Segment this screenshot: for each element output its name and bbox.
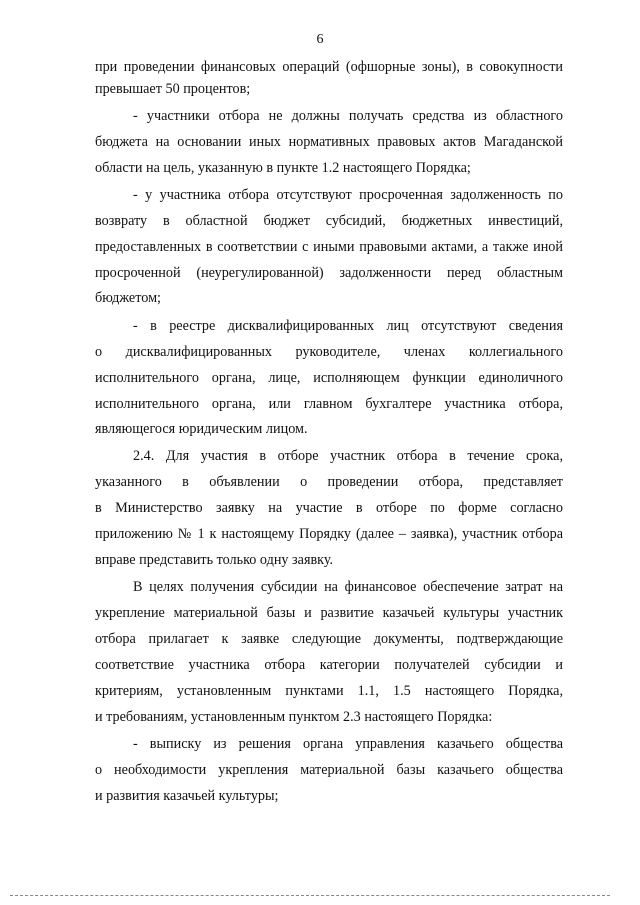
text-line: - участники отбора не должны получать средства из областного	[133, 108, 563, 124]
text-line: области на цель, указанную в пункте 1.2 настоящего Порядка;	[95, 160, 471, 176]
text-line: и развития казачьей культуры;	[95, 788, 279, 804]
text-line: указанного в объявлении о проведении отбора, представляет	[95, 474, 563, 490]
text-line: вправе представить только одну заявку.	[95, 552, 334, 568]
text-line: просроченной (неурегулированной) задолженности перед областным	[95, 265, 563, 281]
text-line: - в реестре дисквалифицированных лиц отсутствуют сведения	[133, 318, 563, 334]
text-line: бюджетом;	[95, 290, 161, 306]
page-number: 6	[316, 32, 324, 47]
text-line: возврату в областной бюджет субсидий, бюджетных инвестиций,	[95, 213, 563, 229]
text-line: - выписку из решения органа управления казачьего общества	[133, 736, 563, 752]
text-line: укрепление материальной базы и развитие казачьей культуры участник	[95, 605, 563, 621]
text-line: - у участника отбора отсутствуют просроченная задолженность по	[133, 187, 563, 203]
text-line: В целях получения субсидии на финансовое обеспечение затрат на	[133, 579, 563, 595]
text-line: бюджета на основании иных нормативных правовых актов Магаданской	[95, 134, 563, 150]
text-line: в Министерство заявку на участие в отборе по форме согласно	[95, 500, 563, 516]
text-line: и требованиям, установленным пунктом 2.3 настоящего Порядка:	[95, 709, 493, 725]
text-line: исполнительного органа, лице, исполняющем функции единоличного	[95, 370, 563, 386]
text-line: о дисквалифицированных руководителе, членах коллегиального	[95, 344, 563, 360]
text-line: при проведении финансовых операций (офшорные зоны), в совокупности	[95, 59, 563, 75]
text-line: исполнительного органа, или главном бухгалтере участника отбора,	[95, 396, 563, 412]
footer-divider	[10, 895, 610, 896]
text-line: превышает 50 процентов;	[95, 81, 251, 97]
text-line: о необходимости укрепления материальной базы казачьего общества	[95, 762, 563, 778]
text-line: соответствие участника отбора категории получателей субсидии и	[95, 657, 563, 673]
text-line: предоставленных в соответствии с иными правовыми актами, а также иной	[95, 239, 563, 255]
text-line: являющегося юридическим лицом.	[95, 421, 308, 437]
text-line: приложению № 1 к настоящему Порядку (далее – заявка), участник отбора	[95, 526, 563, 542]
text-line: 2.4. Для участия в отборе участник отбора в течение срока,	[133, 448, 563, 464]
text-line: отбора прилагает к заявке следующие документы, подтверждающие	[95, 631, 563, 647]
text-line: критериям, установленным пунктами 1.1, 1.5 настоящего Порядка,	[95, 683, 563, 699]
